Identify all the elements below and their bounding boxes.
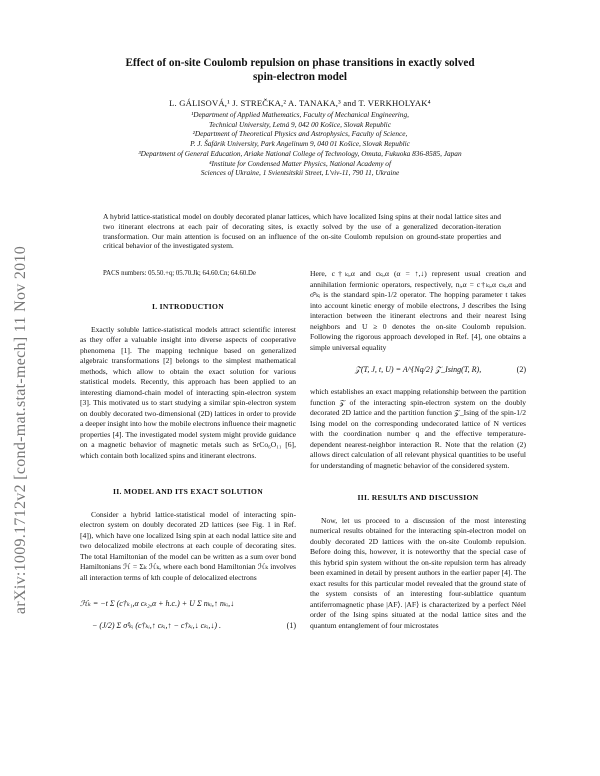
right-column xyxy=(310,269,526,631)
affiliation-line: ³Department of General Education, Ariake National College of Technology, Omuta, Fukuoka 836-8585, Japan xyxy=(138,148,462,158)
affiliations xyxy=(30,110,570,178)
section-heading-introduction: I. INTRODUCTION xyxy=(151,302,224,311)
section-heading-results: III. RESULTS AND DISCUSSION xyxy=(357,493,479,502)
affiliation-line: P. J. Šafárik University, Park Angelinum 9, 040 01 Košice, Slovak Republic xyxy=(190,139,410,149)
authors: L. GÁLISOVÁ,¹ J. STREČKA,² A. TANAKA,³ and T. VERKHOLYAK⁴ xyxy=(169,98,431,108)
equation-1-text-2: − (J/2) Σ σ̂ᶻₖᵢ (c†ₖᵢ,↑ cₖᵢ,↑ − c†ₖᵢ,↓ cₖᵢ,↓) . xyxy=(92,621,221,630)
affiliation-line: ²Department of Theoretical Physics and Astrophysics, Faculty of Science, xyxy=(192,129,408,139)
abstract-text: A hybrid lattice-statistical model on doubly decorated planar lattices, which have localized Ising spins at their nodal lattice sites and two itinerant electrons at each pair of decorating sites, is exactly solved by the use of a generalized decoration-iteration transformation. Our main attention is focused on an influence of the on-site Coulomb repulsion on ground-state properties and critical behavior of the investigated system. xyxy=(103,212,501,251)
model-paragraph: Consider a hybrid lattice-statistical model of interacting spin-electron system on doubly decorated 2D lattices (see Fig. 1 in Ref. [4]), which have one localized Ising spin at each nodal lattice site and two delocalized mobile electrons at each couple of decorating sites. The total Hamiltonian of the model can be written as a sum over bond Hamiltonians ℋ = Σₖ ℋₖ, where each bond Hamiltonian ℋₖ involves all interaction terms of kth couple of delocalized electrons xyxy=(80,509,296,582)
affiliation-line: ¹Department of Applied Mathematics, Faculty of Mechanical Engineering, xyxy=(191,110,409,119)
right-paragraph-2: which establishes an exact mapping relationship between the partition function 𝒵 of the interacting spin-electron system on the doubly decorated 2D lattice and the partition function 𝒵_Ising of the spin-1/2 Ising model on the corresponding undecorated lattice of N vertices with the coordination number q and the effective temperature-dependent nearest-neighbor interaction R. Note that the relation (2) allows direct calculation of all relevant physical quantities to be useful for understanding of magnetic behavior of the considered system. xyxy=(310,387,526,470)
equation-1-line-1 xyxy=(80,593,296,615)
abstract xyxy=(103,212,501,251)
affiliation-line: ⁴Institute for Condensed Matter Physics, National Academy of xyxy=(209,158,391,168)
left-column xyxy=(80,302,296,637)
paper-title xyxy=(60,56,540,84)
results-paragraph: Now, let us proceed to a discussion of the most interesting numerical results obtained for the interacting spin-electron model on doubly decorated 2D lattices with the on-site Coulomb repulsion. Before doing this, however, it is noteworthy that the special case of this hybrid spin system without the on-site repulsion term has already been examined in detail by present authors in the earlier paper [4]. The exact results for this particular model revealed that the ground state of the system consists of an interesting four-sublattice quantum antiferromagnetic phase |AF⟩. |AF⟩ is characterized by a perfect Néel order of the Ising spins situated at the nodal lattice sites and the quantum entanglement of four microstates xyxy=(310,515,526,630)
section-heading-model: II. MODEL AND ITS EXACT SOLUTION xyxy=(113,487,263,496)
equation-1-text-1: ℋₖ = −t Σ (c†ₖ₁,α cₖ₂,α + h.c.) + U Σ nₖᵢ,↑ nₖᵢ,↓ xyxy=(80,599,235,608)
title-line-1: Effect of on-site Coulomb repulsion on phase transitions in exactly solved xyxy=(125,57,475,69)
right-paragraph-1: Here, c†ₖᵢ,α and cₖᵢ,α (α = ↑,↓) represent usual creation and annihilation fermionic operators, respectively, nᵢ,α = c†ₖᵢ,α cₖᵢ,α and σ̂ᶻₖᵢ is the standard spin-1/2 operator. The hopping parameter t takes into account kinetic energy of mobile electrons, J describes the Ising interaction between the itinerant electrons and their nearest Ising neighbors and U ≥ 0 denotes the on-site Coulomb repulsion. Following the rigorous approach developed in Ref. [4], one obtains a simple universal equality xyxy=(310,269,526,352)
affiliation-line: Sciences of Ukraine, 1 Svientsitskii Street, L'viv-11, 790 11, Ukraine xyxy=(200,168,400,178)
equation-2-text: 𝒵(T, J, t, U) = A^{Nq/2} 𝒵_Ising(T, R), xyxy=(354,365,482,374)
equation-1-line-2 xyxy=(80,615,296,637)
equation-2-number: (2) xyxy=(516,365,526,374)
title-line-2: spin-electron model xyxy=(253,71,347,83)
introduction-paragraph: Exactly soluble lattice-statistical models attract scientific interest as they offer a valuable insight into diverse aspects of cooperative phenomena [1]. The mapping technique based on generalized algebraic transformations [2] belongs to the simplest mathematical methods, which allow to obtain the exact solution for various statistical models. Recently, this approach has been applied to an interesting diamond-chain model of interacting spin-electron system [3]. This motivated us to start studying a similar spin-electron system on doubly decorated two-dimensional (2D) lattices in order to provide a deeper insight into how the mobile electrons influence their magnetic properties [4]. The investigated model system might provide guidance on a magnetic behavior of magnetic metals such as SrCo₆O₁₁ [6], which contain both localized spins and itinerant electrons. xyxy=(80,324,296,460)
affiliation-line: Technical University, Letná 9, 042 00 Košice, Slovak Republic xyxy=(209,119,391,129)
equation-1-number: (1) xyxy=(286,621,296,630)
arxiv-stamp: arXiv:1009.1712v2 [cond-mat.stat-mech] 11 Nov 2010 xyxy=(12,245,29,615)
equation-2 xyxy=(310,359,526,381)
pacs-numbers: PACS numbers: 05.50.+q; 05.70.Jk; 64.60.Cn; 64.60.De xyxy=(103,270,256,277)
